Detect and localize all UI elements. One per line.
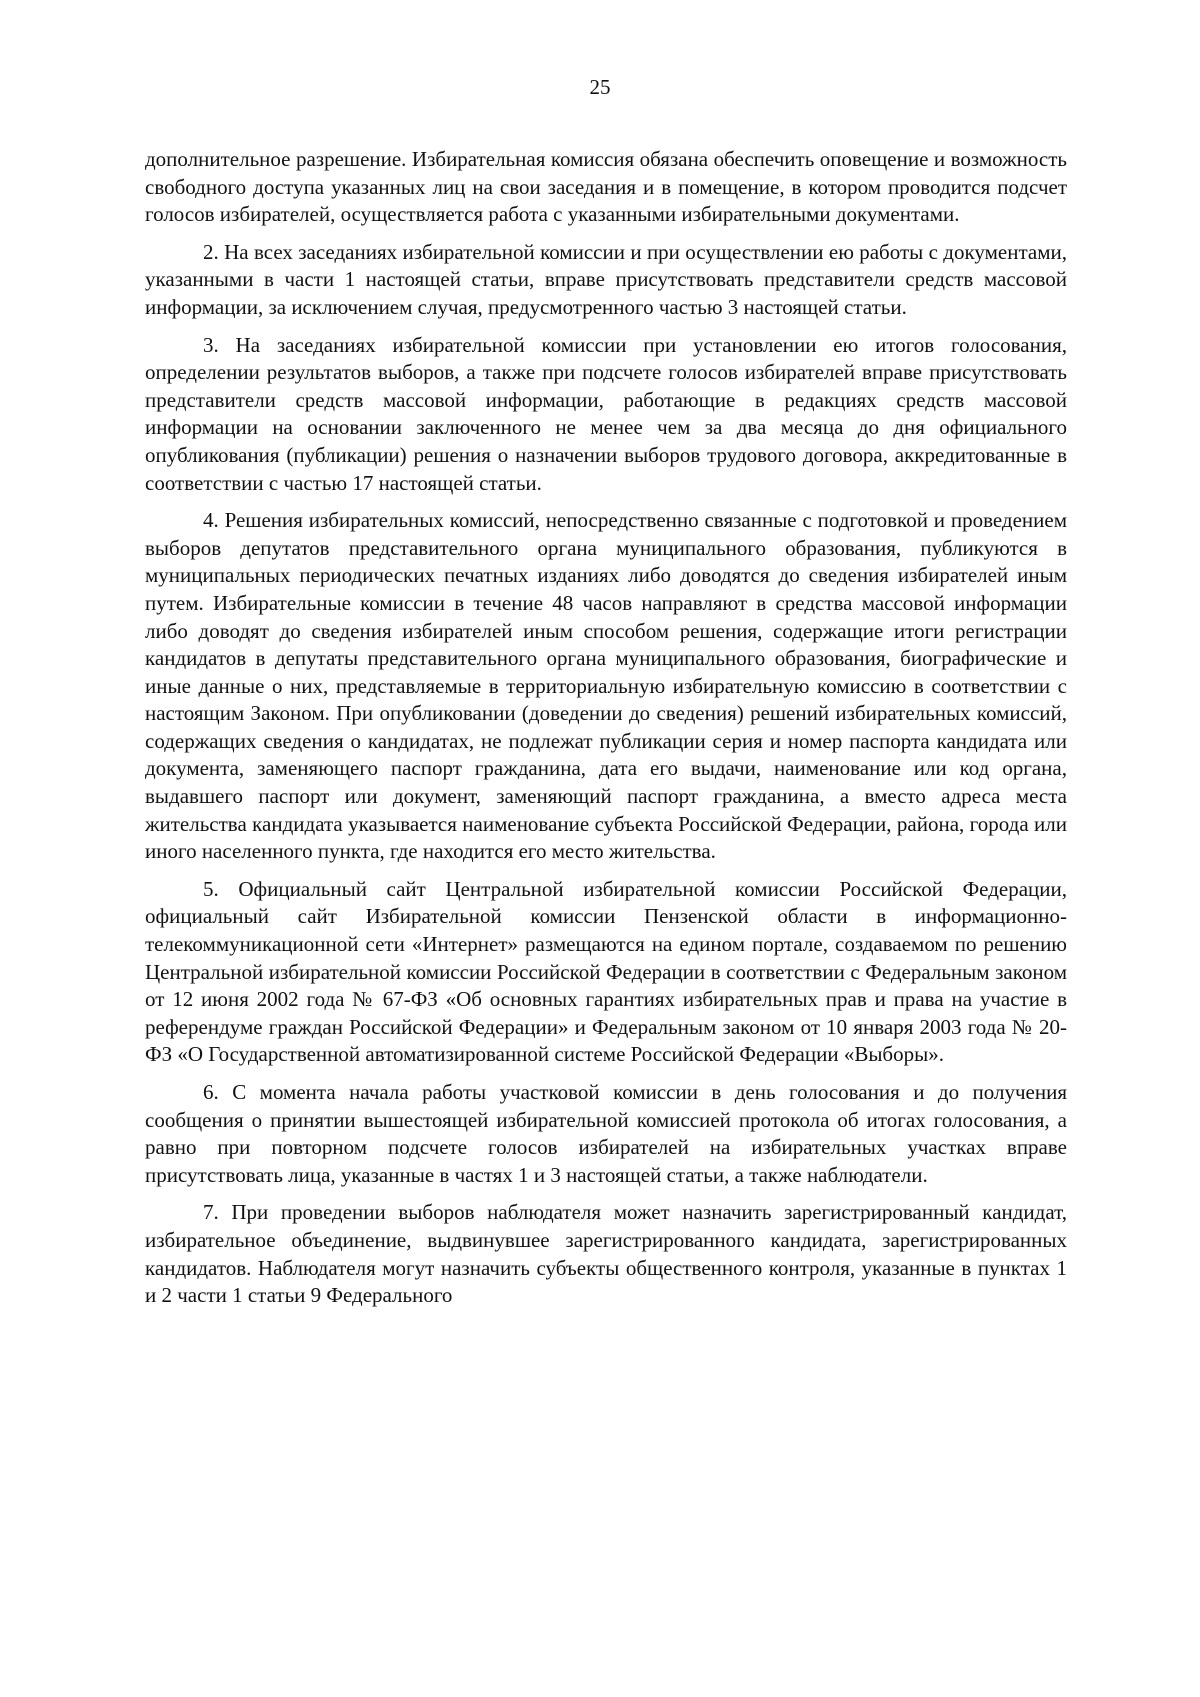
paragraph-item-5: 5. Официальный сайт Центральной избирательной комиссии Российской Федерации, официальный сайт Избирательной комиссии Пензенской области в информационно-телекоммуникационной сети «Интернет» размещаются на едином портале, создаваемом по решению Центральной избирательной комиссии Российской Федерации в соответствии с Федеральным законом от 12 июня 2002 года № 67-ФЗ «Об основных гарантиях избирательных прав и права на участие в референдуме граждан Российской Федерации» и Федеральным законом от 10 января 2003 года № 20-ФЗ «О Государственной автоматизированной системе Российской Федерации «Выборы».	[145, 876, 1067, 1067]
paragraph-item-6: 6. С момента начала работы участковой комиссии в день голосования и до получения сообщения о принятии вышестоящей избирательной комиссией протокола об итогах голосования, а равно при повторном подсчете голосов избирателей на избирательных участках вправе присутствовать лица, указанные в частях 1 и 3 настоящей статьи, а также наблюдатели.	[145, 1080, 1067, 1187]
paragraph-item-7: 7. При проведении выборов наблюдателя может назначить зарегистрированный кандидат, избирательное объединение, выдвинувшее зарегистрированного кандидата, зарегистрированных кандидатов. Наблюдателя могут назначить субъекты общественного контроля, указанные в пунктах 1 и 2 части 1 статьи 9 Федерального	[145, 1200, 1067, 1308]
paragraph-continuation: дополнительное разрешение. Избирательная комиссия обязана обеспечить оповещение и возможность свободного доступа указанных лиц на свои заседания и в помещение, в котором проводится подсчет голосов избирателей, осуществляется работа с указанными избирательными документами.	[145, 147, 1067, 227]
document-body	[145, 146, 1067, 1310]
paragraph-item-3: 3. На заседаниях избирательной комиссии при установлении ею итогов голосования, определении результатов выборов, а также при подсчете голосов избирателей вправе присутствовать представители средств массовой информации, работающие в редакциях средств массовой информации на основании заключенного не менее чем за два месяца до дня официального опубликования (публикации) решения о назначении выборов трудового договора, аккредитованные в соответствии с частью 17 настоящей статьи.	[145, 332, 1067, 495]
page-number: 25	[589, 75, 611, 99]
paragraph-item-4: 4. Решения избирательных комиссий, непосредственно связанные с подготовкой и проведением выборов депутатов представительного органа муниципального образования, публикуются в муниципальных периодических печатных изданиях либо доводятся до сведения избирателей иным путем. Избирательные комиссии в течение 48 часов направляют в средства массовой информации либо доводят до сведения избирателей иным способом решения, содержащие итоги регистрации кандидатов в депутаты представительного органа муниципального образования, биографические и иные данные о них, представляемые в территориальную избирательную комиссию в соответствии с настоящим Законом. При опубликовании (доведении до сведения) решений избирательных комиссий, содержащих сведения о кандидатах, не подлежат публикации серия и номер паспорта кандидата или документа, заменяющего паспорт гражданина, дата его выдачи, наименование или код органа, выдавшего паспорт или документ, заменяющий паспорт гражданина, а вместо адреса места жительства кандидата указывается наименование субъекта Российской Федерации, района, города или иного населенного пункта, где находится его место жительства.	[145, 508, 1067, 864]
paragraph-item-2: 2. На всех заседаниях избирательной комиссии и при осуществлении ею работы с документами, указанными в части 1 настоящей статьи, вправе присутствовать представители средств массовой информации, за исключением случая, предусмотренного частью 3 настоящей статьи.	[145, 239, 1067, 319]
